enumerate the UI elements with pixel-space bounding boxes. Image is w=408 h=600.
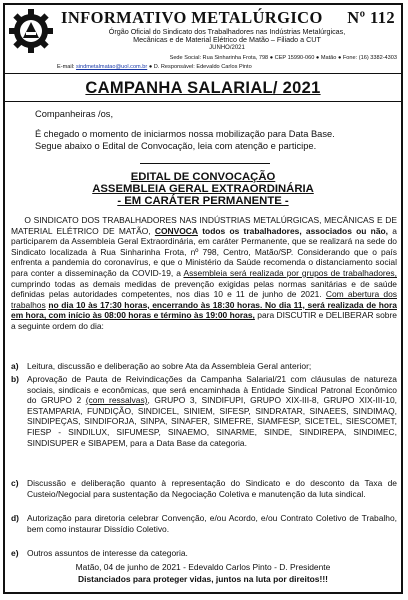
issue-date: JUNHO/2021 (209, 45, 245, 51)
salutation: Companheiras /os, (35, 109, 114, 119)
newsletter-page (3, 3, 403, 594)
ressalvas-note: (com ressalvas) (85, 395, 148, 406)
permanent-heading: - EM CARÁTER PERMANENTE - (117, 195, 289, 207)
section-divider (140, 163, 270, 164)
address-line: Sede Social: Rua Sinharinha Frota, 798 ● CEP 15990-060 ● Matão ● Fone: (16) 3382-4303 (169, 55, 397, 61)
newsletter-title: INFORMATIVO METALÚRGICO Nº 112 (61, 8, 395, 27)
agenda-item-b: b) Aprovação de Pauta de Reivindicações da Campanha Salarial/21 com cláusulas de natureza sociais, sindicais e econômicas, que será encaminhada à Entidade Sindical Patronal Econômico do GRUPO 2 (com ressalvas), GRUPO 3, SINDIFUPI, GRUPO XIX-III-8, GRUPO XIX-III-10, ESTAMPARIA, FUNDIÇÃO, SINDICEL, SINIEM, SIFESP, SINDRATAR, SINAEES, SINDIMAQ, SINDIPEÇAS, SINDIFORJA, SINPA, SINAFER, SIMEFRE, SIAMFESP, SICETEL, SIESCOMET, FIESP - SINDILUX, SIFUMESP, SINAEMO, SINARME, SINDE, SINDIREPA, SINDIMEC, SINDISUPER e SIBAPEM, para a Data Base da categoria. (11, 374, 397, 448)
organization-line-1: Órgão Oficial do Sindicato dos Trabalhadores nas Indústrias Metalúrgicas, (108, 27, 346, 36)
campaign-title: CAMPANHA SALARIAL/ 2021 (85, 79, 321, 97)
groups-note: Assembleia será realizada por grupos de trabalhadores, (183, 267, 397, 278)
agenda-item-c: c) Discussão e deliberação quanto à representação do Sindicato e do desconto da Taxa de Custeio/Negocial para sustentação da Negociação Coletiva e manutenção da luta sindical. (11, 478, 397, 499)
union-gear-logo (8, 8, 54, 54)
closing-slogan: Distanciados para proteger vidas, juntos na luta por direitos!!! (78, 574, 328, 584)
edital-heading: EDITAL DE CONVOCAÇÃO (130, 171, 276, 183)
contact-line (57, 64, 397, 71)
masthead-divider (5, 73, 401, 74)
agenda-item-d: d) Autorização para diretoria celebrar Convenção, e/ou Acordo, e/ou Contrato Coletivo de Trabalho, bem como instaurar Dissídio Coletivo. (11, 513, 397, 534)
agenda-item-e: e) Outros assuntos de interesse da categoria. (11, 548, 188, 558)
schedule-note: no dia 10 às 17:30 horas, encerrando às 18:30 horas. No dia 11, será realizada de hora em hora, com início às 08:00 horas e término às 19:00 horas, (11, 299, 397, 321)
responsible-director: ● D. Responsável: Edevaldo Carlos Pinto (148, 64, 252, 70)
signature-line: Matão, 04 de junho de 2021 - Edevaldo Carlos Pinto - D. Presidente (75, 562, 331, 572)
assembly-heading: ASSEMBLEIA GERAL EXTRAORDINÁRIA (92, 183, 314, 195)
convoca-keyword: CONVOCA (154, 225, 198, 236)
email-link[interactable]: sindmetalmatao@uol.com.br (75, 64, 148, 70)
greeting-line-1: É chegado o momento de iniciarmos nossa mobilização para Data Base. (35, 129, 335, 139)
agenda-item-a: a) Leitura, discussão e deliberação ao sobre Ata da Assembleia Geral anterior; (11, 361, 312, 371)
email-label: E-mail: (57, 64, 75, 70)
convocation-paragraph: O SINDICATO DOS TRABALHADORES NAS INDÚSTRIAS METALÚRGICAS, MECÂNICAS E DE MATERIAL ELÉTRICO DE MATÃO, CONVOCA todos os trabalhadores, associados ou não, a participarem da Assembleia Geral Extraordinária, em caráter Permanente, que se realizará na sede do Sindicato localizada à Rua Sinharinha Frota, nº 798, Centro, Matão/SP. Considerando que o país enfrenta a pandemia do coronavírus, e que o Ministério da Saúde recomenda o distanciamento social para conter a disseminação da COVID-19, a Assembleia será realizada por grupos de trabalhadores, cumprindo todas as demais medidas de prevenção exigidas pelas normas sanitárias e de saúde definidas pelas autoridades competentes, nos dias 10 e 11 de junho de 2021. Com abertura dos trabalhos no dia 10 às 17:30 horas, encerrando às 18:30 horas. No dia 11, será realizada de hora em hora, com início às 08:00 horas e término às 19:00 horas, para DISCUTIR e DELIBERAR sobre a seguinte ordem do dia: (11, 215, 397, 331)
organization-line-2: Mecânicas e de Material Elétrico de Matão – Filiado a CUT (133, 35, 321, 44)
issue-number: Nº 112 (347, 8, 395, 27)
greeting-line-2: Segue abaixo o Edital de Convocação, leia com atenção e participe. (35, 141, 317, 151)
campaign-divider (5, 101, 401, 102)
